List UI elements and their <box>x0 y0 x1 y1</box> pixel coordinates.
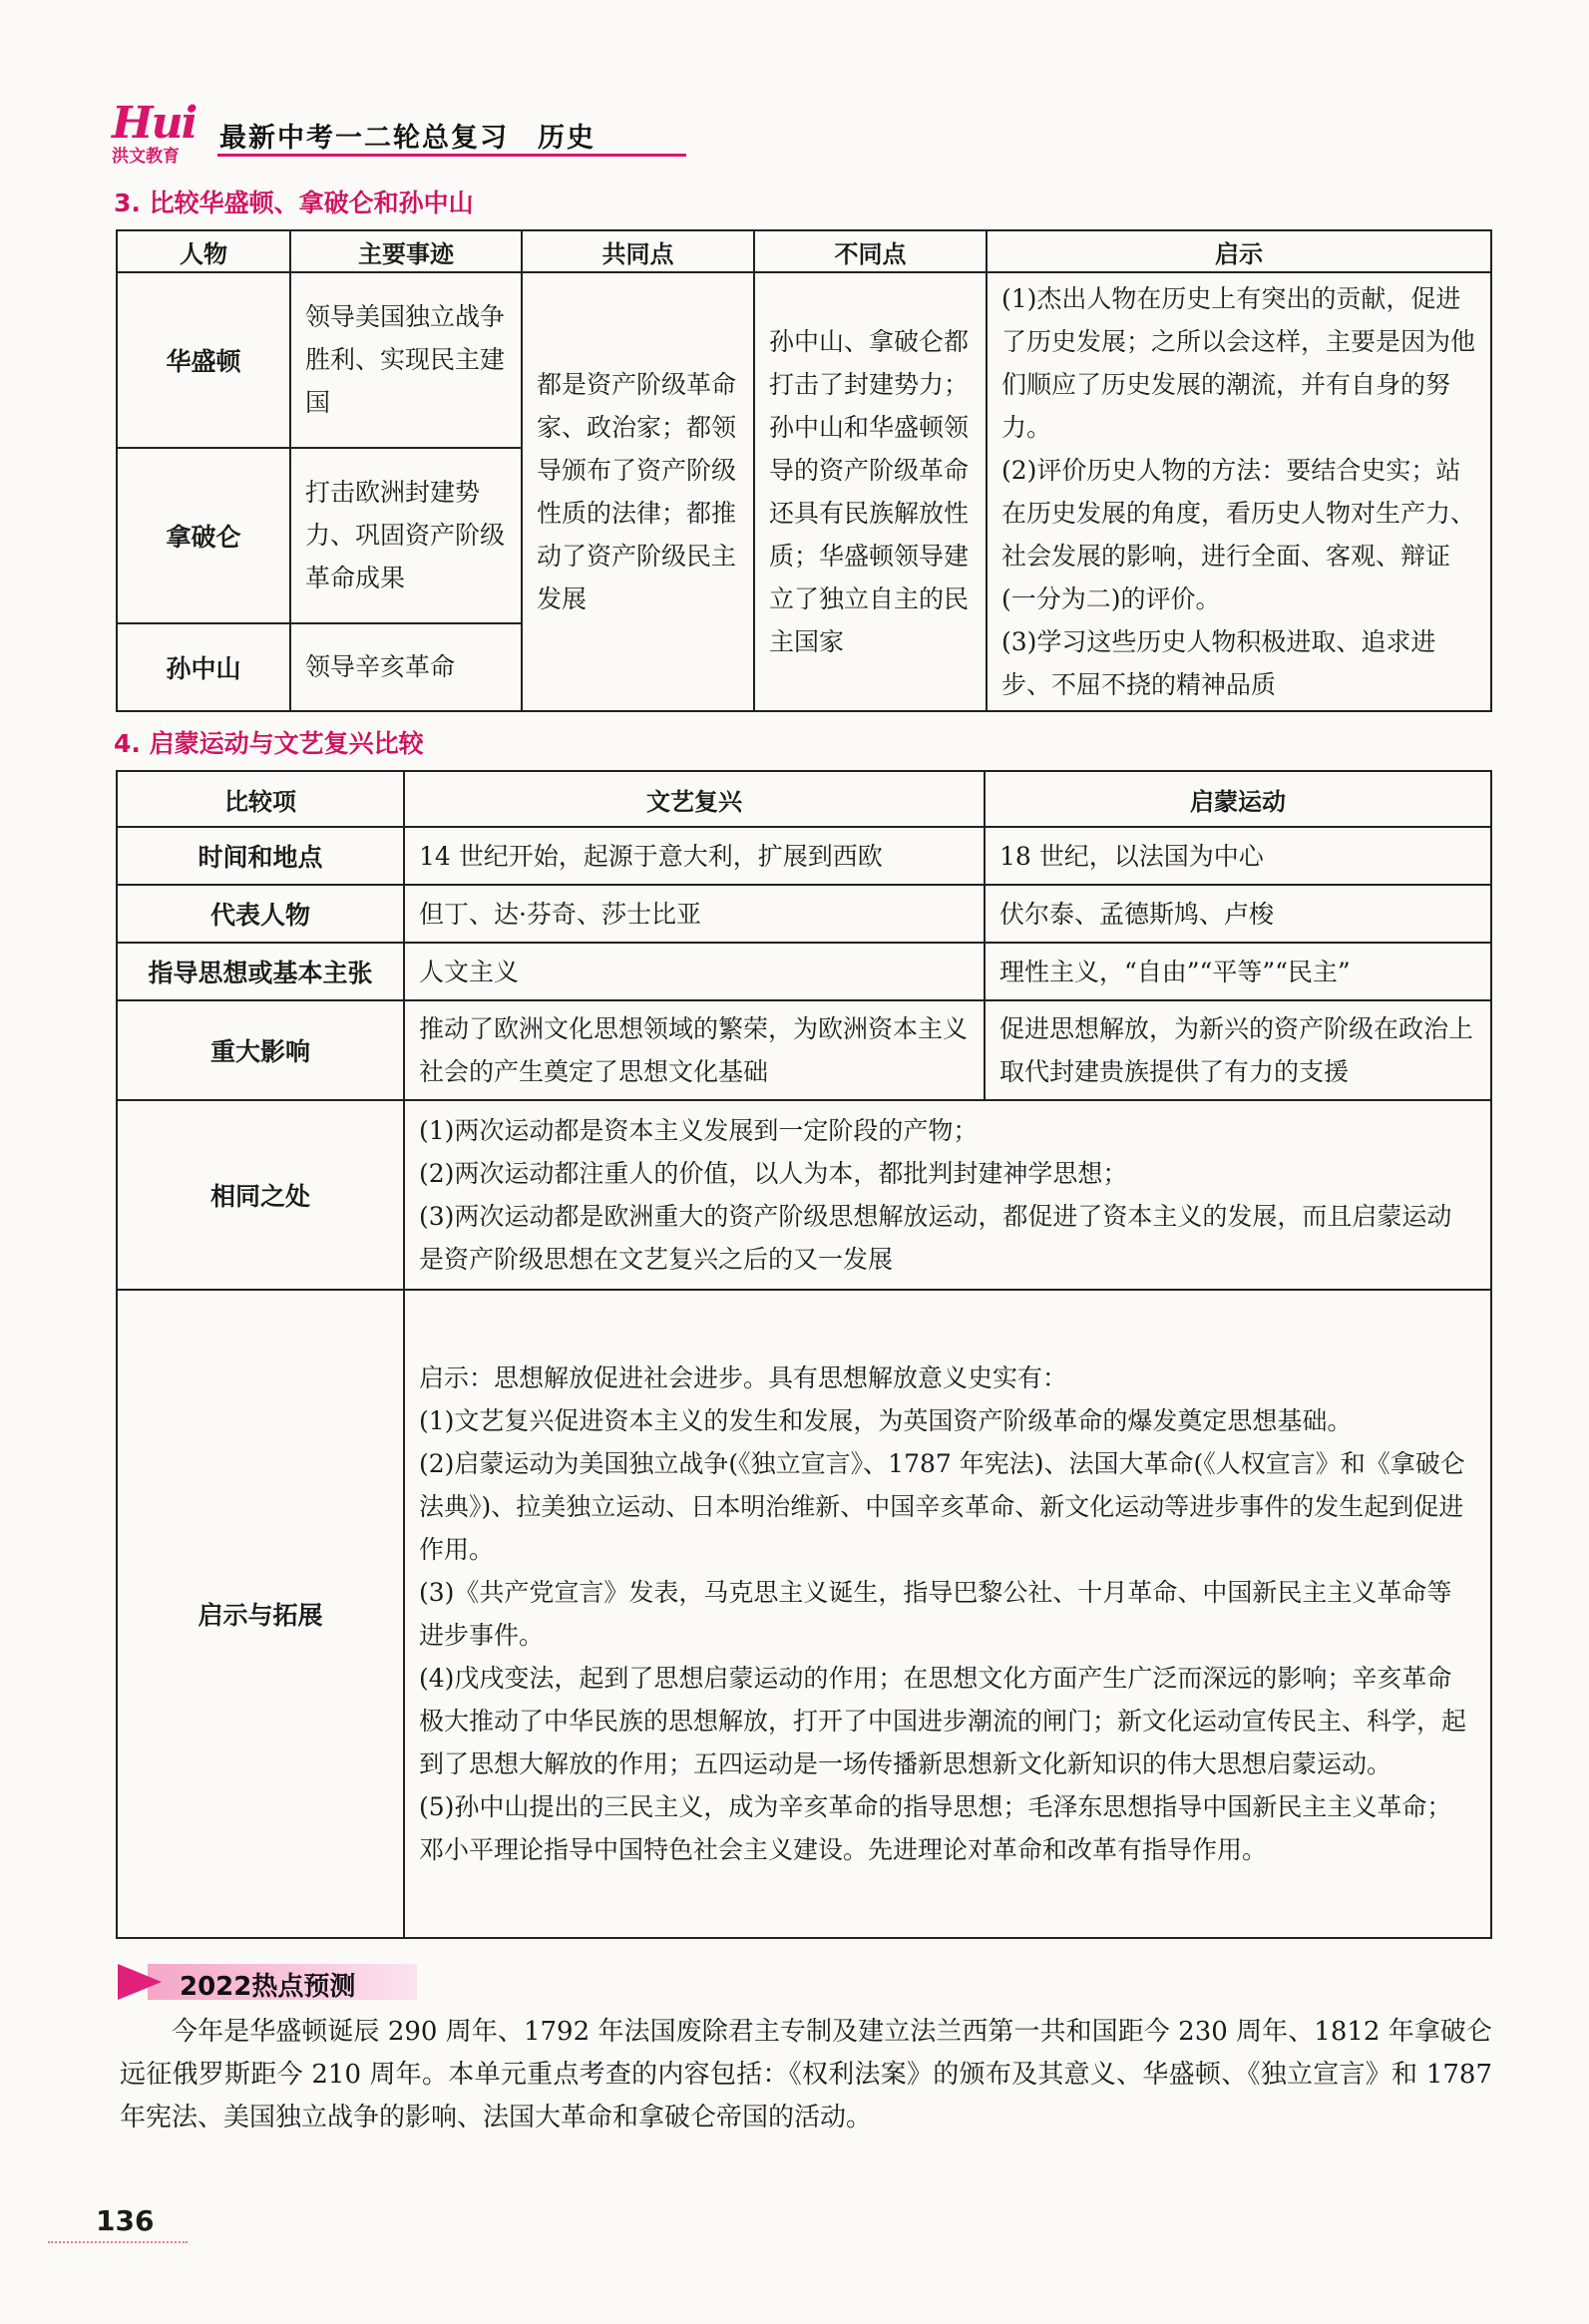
header-cell: 启示 <box>987 230 1491 272</box>
common-points: 都是资产阶级革命家、政治家；都领导颁布了资产阶级性质的法律；都推动了资产阶级民主发展 <box>522 272 754 711</box>
enlightenment-cell: 促进思想解放，为新兴的资产阶级在政治上取代封建贵族提供了有力的支援 <box>985 1000 1491 1100</box>
similarity-item: (2)两次运动都注重人的价值，以人为本，都批判封建神学思想； <box>419 1159 1128 1188</box>
insights <box>987 272 1491 711</box>
renaissance-cell: 但丁、达·芬奇、莎士比亚 <box>404 885 985 943</box>
table-header-row <box>117 771 1491 827</box>
section-4-title: 4. 启蒙运动与文艺复兴比较 <box>114 729 424 758</box>
header-cell: 文艺复兴 <box>404 771 985 827</box>
extension-item: (2)启蒙运动为美国独立战争(《独立宣言》、1787 年宪法)、法国大革命(《人权宣言》和《拿破仑法典》)、拉美独立运动、日本明治维新、中国辛亥革命、新文化运动等进步事件的发生起到促进作用。 <box>419 1449 1465 1564</box>
table-row <box>117 1000 1491 1100</box>
comparison-table-figures <box>116 229 1492 712</box>
brand-name: 洪文教育 <box>112 147 180 167</box>
hot-topic-label: 2022热点预测 <box>180 1972 356 2002</box>
header-cell: 主要事迹 <box>290 230 522 272</box>
item-label: 代表人物 <box>117 885 404 943</box>
extension-item: (4)戊戌变法，起到了思想启蒙运动的作用；在思想文化方面产生广泛而深远的影响；辛亥革命极大推动了中华民族的思想解放，打开了中国进步潮流的闸门；新文化运动宣传民主、科学，起到了思想大解放的作用；五四运动是一场传播新思想新文化新知识的伟大思想启蒙运动。 <box>419 1664 1467 1778</box>
similarities <box>404 1100 1491 1290</box>
header-cell: 启蒙运动 <box>985 771 1491 827</box>
extension-item: (1)文艺复兴促进资本主义的发生和发展，为英国资产阶级革命的爆发奠定思想基础。 <box>419 1406 1353 1435</box>
item-label: 启示与拓展 <box>117 1290 404 1938</box>
item-label: 指导思想或基本主张 <box>117 943 404 1000</box>
renaissance-cell: 推动了欧洲文化思想领域的繁荣，为欧洲资本主义社会的产生奠定了思想文化基础 <box>404 1000 985 1100</box>
page-number-underline <box>48 2241 188 2243</box>
comparison-table-movements <box>116 770 1492 1939</box>
item-label: 重大影响 <box>117 1000 404 1100</box>
similarity-item: (3)两次运动都是欧洲重大的资产阶级思想解放运动，都促进了资本主义的发展，而且启蒙运动是资产阶级思想在文艺复兴之后的又一发展 <box>419 1202 1452 1274</box>
page-header <box>112 98 680 167</box>
item-label: 相同之处 <box>117 1100 404 1290</box>
similarity-item: (1)两次运动都是资本主义发展到一定阶段的产物； <box>419 1116 979 1145</box>
figure-deeds: 打击欧洲封建势力、巩固资产阶级革命成果 <box>290 448 522 623</box>
book-title: 最新中考一二轮总复习 历史 <box>219 123 596 154</box>
hot-topic-text: 今年是华盛顿诞辰 290 周年、1792 年法国废除君主专制及建立法兰西第一共和国距今 230 周年、1812 年拿破仑远征俄罗斯距今 210 周年。本单元重点考查的内容包括：《权利法案》的颁布及其意义、华盛顿、《独立宣言》和 1787 年宪法、美国独立战争的影响、法国大革命和拿破仑帝国的活动。 <box>120 2017 1492 2132</box>
table-row <box>117 827 1491 885</box>
header-cell: 人物 <box>117 230 290 272</box>
header-underline <box>217 154 686 157</box>
enlightenment-cell: 18 世纪，以法国为中心 <box>985 827 1491 885</box>
arrow-icon <box>118 1964 162 2000</box>
header-cell: 不同点 <box>754 230 987 272</box>
section-3-title: 3. 比较华盛顿、拿破仑和孙中山 <box>114 189 474 217</box>
figure-deeds: 领导辛亥革命 <box>290 623 522 711</box>
item-label: 时间和地点 <box>117 827 404 885</box>
hot-topic-banner <box>118 1960 422 2004</box>
header-cell: 比较项 <box>117 771 404 827</box>
figure-name: 华盛顿 <box>117 272 290 448</box>
figure-deeds: 领导美国独立战争胜利、实现民主建国 <box>290 272 522 448</box>
page-number: 136 <box>96 2204 155 2237</box>
table-row <box>117 1100 1491 1290</box>
differences: 孙中山、拿破仑都打击了封建势力；孙中山和华盛顿领导的资产阶级革命还具有民族解放性质；华盛顿领导建立了独立自主的民主国家 <box>754 272 987 711</box>
table-row <box>117 943 1491 1000</box>
renaissance-cell: 人文主义 <box>404 943 985 1000</box>
table-row <box>117 272 1491 448</box>
header-cell: 共同点 <box>522 230 754 272</box>
enlightenment-cell: 伏尔泰、孟德斯鸠、卢梭 <box>985 885 1491 943</box>
table-row <box>117 885 1491 943</box>
brand-logo: Hui <box>112 98 197 149</box>
figure-name: 拿破仑 <box>117 448 290 623</box>
enlightenment-cell: 理性主义，“自由”“平等”“民主” <box>985 943 1491 1000</box>
figure-name: 孙中山 <box>117 623 290 711</box>
extension-item: 启示：思想解放促进社会进步。具有思想解放意义史实有： <box>419 1363 1068 1392</box>
insight-item: (1)杰出人物在历史上有突出的贡献，促进了历史发展；之所以会这样，主要是因为他们顺应了历史发展的潮流，并有自身的努力。 <box>1001 284 1476 442</box>
insight-item: (3)学习这些历史人物积极进取、追求进步、不屈不挠的精神品质 <box>1001 627 1436 699</box>
renaissance-cell: 14 世纪开始，起源于意大利，扩展到西欧 <box>404 827 985 885</box>
extension-item: (3)《共产党宣言》发表，马克思主义诞生，指导巴黎公社、十月革命、中国新民主主义革命等进步事件。 <box>419 1578 1452 1650</box>
insight-item: (2)评价历史人物的方法：要结合史实；站在历史发展的角度，看历史人物对生产力、社会发展的影响，进行全面、客观、辩证(一分为二)的评价。 <box>1001 456 1476 613</box>
table-header-row <box>117 230 1491 272</box>
table-row <box>117 1290 1491 1938</box>
extension-item: (5)孙中山提出的三民主义，成为辛亥革命的指导思想；毛泽东思想指导中国新民主主义革命；邓小平理论指导中国特色社会主义建设。先进理论对革命和改革有指导作用。 <box>419 1792 1452 1864</box>
extensions <box>404 1290 1491 1938</box>
